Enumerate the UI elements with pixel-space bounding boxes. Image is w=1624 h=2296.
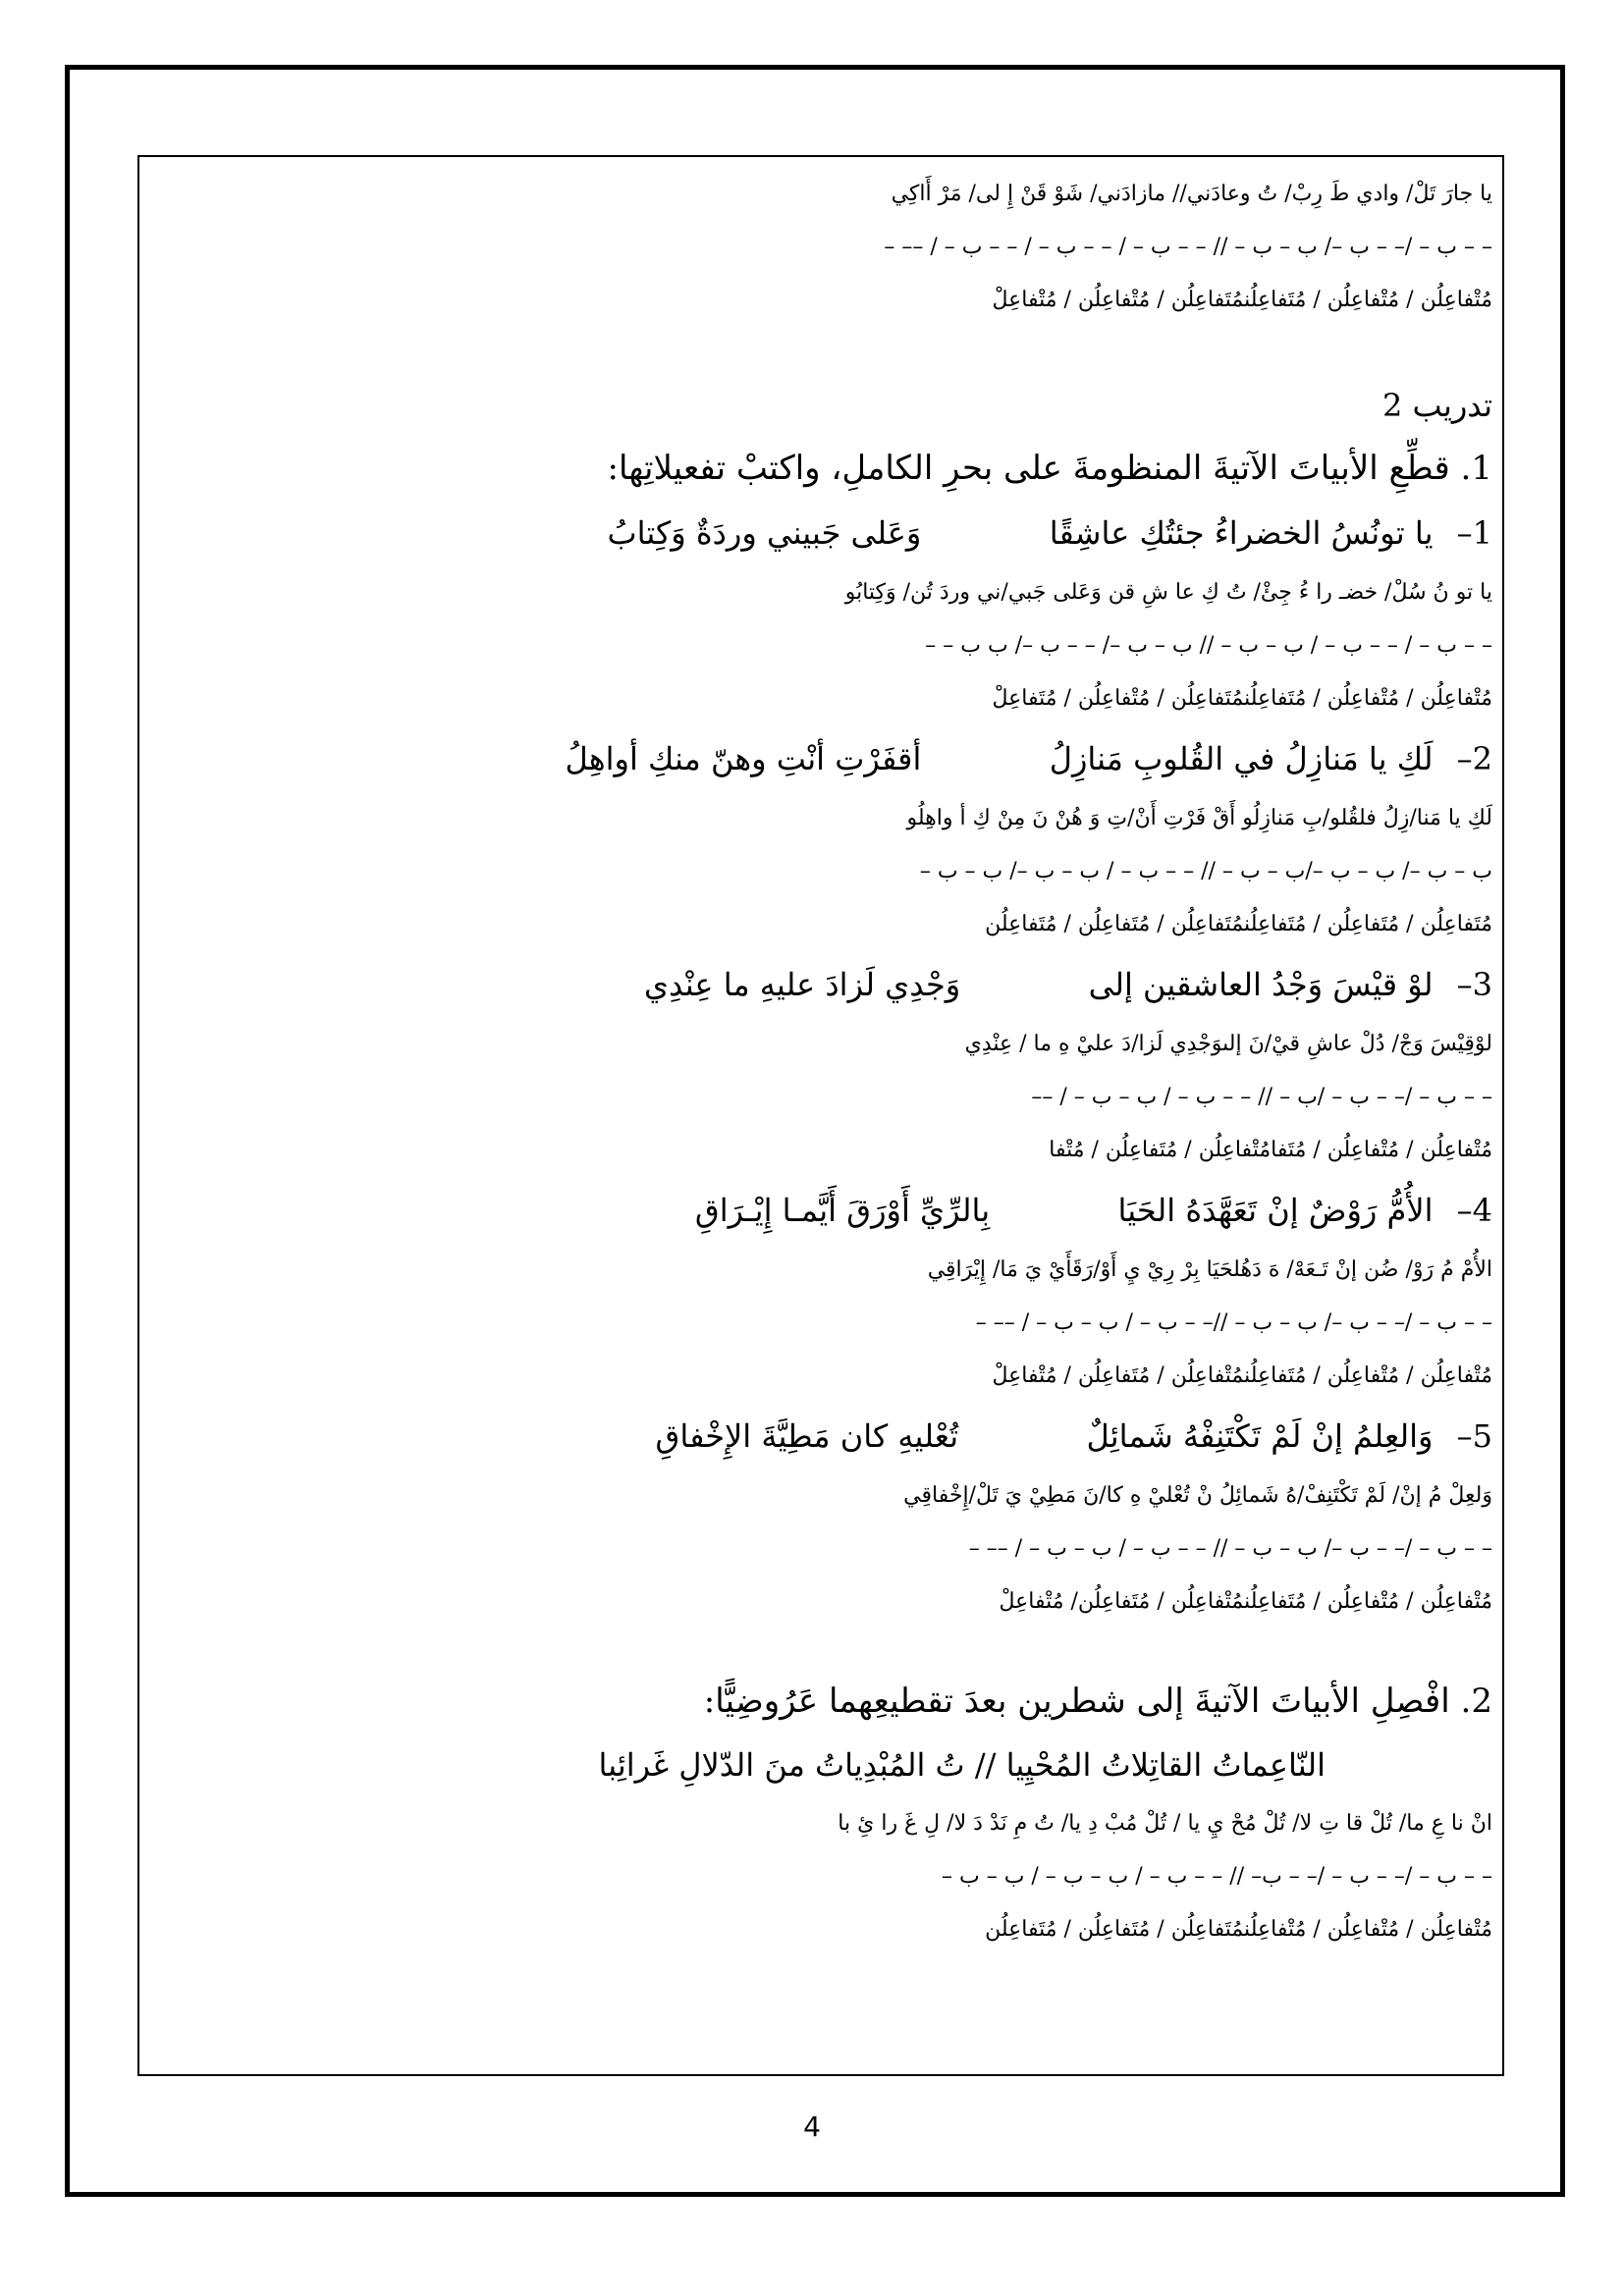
verse-first-hemistich: وَالعِلمُ إنْ لَمْ تَكْتَنِفْهُ شَمائِلٌ: [1086, 1417, 1434, 1455]
verse-5-meter: – – ب – /– – ب –/ ب – ب – // – – ب – / ب – ب – / –– –: [968, 1536, 1492, 1561]
verse-1: [157, 501, 1492, 565]
verse-3: [157, 952, 1492, 1017]
exercise-title: تدريب 2: [1381, 387, 1492, 424]
verse-4-meter: – – ب – /– – ب –/ ب – ب – //– – ب – / ب – ب – / –– –: [975, 1310, 1492, 1335]
verse-3-meter: – – ب – /– – ب – /ب – // – – ب – / ب – ب – / ––: [1031, 1085, 1492, 1109]
prev-scansion-line: يا جارَ تَلْ/ وادي طَ رِبْ/ تُ وعادَني// مازادَني/ شَوْ قَنْ إِ لى/ مَرْ أَاكِي: [891, 182, 1492, 206]
verse-second-hemistich: وَجْدِي لَزادَ عليهِ ما عِنْدِي: [643, 966, 961, 1003]
verse-second-hemistich: وَعَلى جَبيني وردَةٌ وَكِتابُ: [607, 514, 922, 552]
verse-3-scansion: لوْقِيْسَ وَجْ/ دُلْ عاشِ قيْ/نَ إلىوَجْدِي لَزا/دَ عليْ هِ ما / عِنْدِي: [964, 1032, 1492, 1056]
verse-first-hemistich: الأُمُّ رَوْضٌ إنْ تَعَهَّدَهُ الحَيَا: [1117, 1192, 1434, 1229]
q2-verse: النّاعِماتُ القاتِلاتُ المُحْيِيا // تُ المُبْدِياتُ منَ الدّلالِ غَرائِبا: [598, 1746, 1326, 1784]
question-1: 1. قطِّعِ الأبياتَ الآتيةَ المنظومةَ على بحرِ الكاملِ، واكتبْ تفعيلاتِها:: [607, 449, 1492, 488]
verse-2-tafeel: مُتَفاعِلُن / مُتَفاعِلُن / مُتَفاعِلُنمُتَفاعِلُن / مُتَفاعِلُن / مُتَفاعِلُن: [985, 912, 1492, 936]
verse-1-scansion: يا تو نُ سُلْ/ خضـ را ءُ جِئْ/ تُ كِ عا شِ قن وَعَلى جَبي/ني وردَ تُن/ وَكِتابُو: [844, 580, 1492, 605]
q2-tafeel: مُتْفاعِلُن / مُتْفاعِلُن / مُتْفاعِلُنمُتَفاعِلُن / مُتَفاعِلُن / مُتَفاعِلُن: [985, 1917, 1492, 1942]
page-number: 4: [803, 2110, 821, 2143]
verse-1-tafeel: مُتْفاعِلُن / مُتْفاعِلُن / مُتَفاعِلُنمُتَفاعِلُن / مُتْفاعِلُن / مُتَفاعِلْ: [992, 686, 1492, 711]
verse-3-tafeel: مُتْفاعِلُن / مُتْفاعِلُن / مُتَفامُتْفاعِلُن / مُتَفاعِلُن / مُتْفا: [1049, 1138, 1492, 1162]
verse-number: 4–: [1456, 1192, 1492, 1229]
verse-5-scansion: وَلعِلْ مُ إنْ/ لَمْ تَكْتَنِفْ/هُ شَمائِلُ نْ تُعْليْ هِ كا/نَ مَطِيْ يَ تَلْ/إِخْفاقِي: [903, 1483, 1492, 1508]
verse-first-hemistich: لَكِ يا مَنازِلُ في القُلوبِ مَنازِلُ: [1049, 740, 1434, 777]
prev-meter-line: – – ب – /– – ب –/ ب – ب – // – – ب – / – – ب – / – – ب – / –– –: [884, 235, 1492, 259]
question-2: 2. افْصِلِ الأبياتَ الآتيةَ إلى شطرين بعدَ تقطيعِهما عَرُوضِيًّا:: [703, 1682, 1492, 1721]
verse-4-scansion: الأُمْ مُ رَوْ/ ضُن إنْ تَـعَهْ/ هَ دَهُلحَيَا بِرْ رِيْ يِ أَوْ/رَقَأَيْ يَ مَا/ إِيْرَاقِي: [927, 1257, 1492, 1282]
verse-number: 2–: [1456, 740, 1492, 777]
verse-number: 1–: [1456, 514, 1492, 552]
verse-4: [157, 1178, 1492, 1243]
verse-2-scansion: لَكِ يا مَنا/زِلُ فلقُلو/بِ مَنازِلُو أَقْ فَرْتِ أَنْ/تِ وَ هُنْ نَ مِنْ كِ أ واهِلُو: [906, 806, 1492, 830]
verse-5-tafeel: مُتْفاعِلُن / مُتْفاعِلُن / مُتَفاعِلُنمُتْفاعِلُن / مُتَفاعِلُن/ مُتْفاعِلْ: [999, 1589, 1492, 1614]
verse-first-hemistich: لوْ قيْسَ وَجْدُ العاشقين إلى: [1088, 966, 1434, 1003]
verse-first-hemistich: يا تونُسُ الخضراءُ جئتُكِ عاشِقًا: [1049, 514, 1434, 552]
verse-2-meter: ب – ب –/ ب – ب –/ب – ب – // – – ب – / ب – ب –/ ب – ب –: [919, 859, 1492, 883]
q2-meter: – – ب – /– – ب – /– – ب– // – – ب – / ب – ب – / ب – ب –: [942, 1864, 1492, 1889]
verse-4-tafeel: مُتْفاعِلُن / مُتْفاعِلُن / مُتَفاعِلُنمُتْفاعِلُن / مُتَفاعِلُن / مُتْفاعِلْ: [992, 1363, 1492, 1388]
verse-second-hemistich: تُعْليهِ كان مَطِيَّةَ الإِخْفاقِ: [655, 1417, 959, 1455]
worksheet-content: [157, 167, 1492, 1957]
verse-second-hemistich: بِالرِّيِّ أَوْرَقَ أَيَّمـا إِيْـرَاقِ: [694, 1192, 991, 1229]
prev-tafeel-line: مُتْفاعِلُن / مُتْفاعِلُن / مُتَفاعِلُنمُتَفاعِلُن / مُتْفاعِلُن / مُتْفاعِلْ: [992, 288, 1492, 312]
verse-5: [157, 1404, 1492, 1468]
verse-number: 5–: [1456, 1417, 1492, 1455]
q2-scansion: انْ نا عِ ما/ تُلْ قا تِ لا/ تُلْ مُحْ يِ يا / تُلْ مُبْ دِ يا/ تُ مِ نَدْ دَ لا/ لِ غَ را ئِ با: [838, 1811, 1492, 1836]
verse-number: 3–: [1456, 966, 1492, 1003]
verse-1-meter: – – ب – / – – ب – / ب – ب – // ب – ب –/ – – ب –/ ب ب – –: [925, 633, 1492, 658]
verse-2: [157, 726, 1492, 791]
verse-second-hemistich: أقفَرْتِ أنْتِ وهنّ منكِ أواهِلُ: [565, 740, 922, 777]
